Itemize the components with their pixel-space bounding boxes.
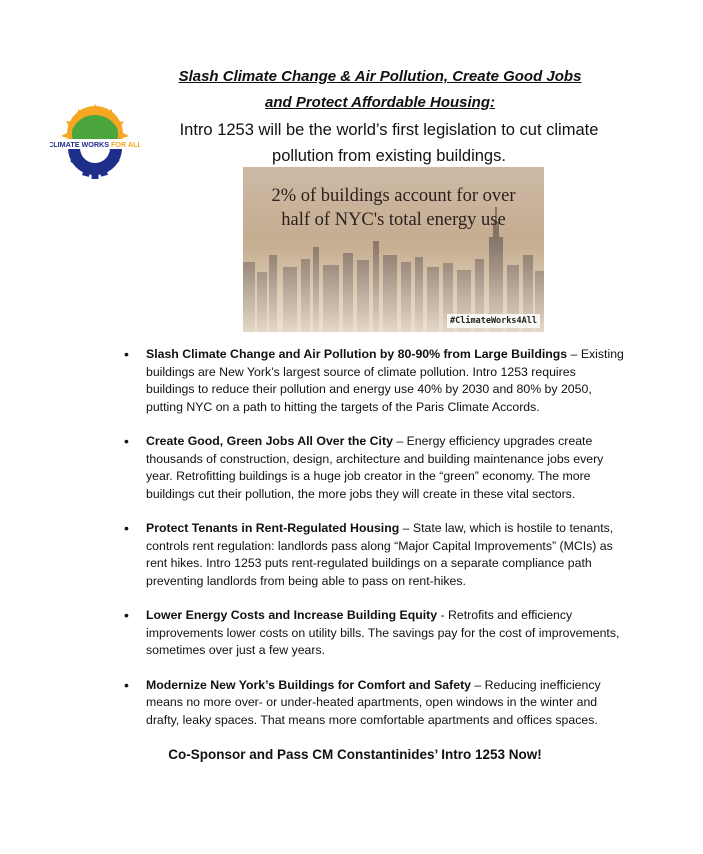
hero-caption xyxy=(243,184,544,232)
bullet-text: - Retrofits and efficiency improvements lower costs on utility bills. The savings pay for the cost of improvements, sometimes over just a few years. xyxy=(146,608,620,657)
bullet-heading: Modernize New York’s Buildings for Comfort and Safety xyxy=(146,677,471,692)
list-item xyxy=(120,433,625,503)
call-to-action: Co-Sponsor and Pass CM Constantinides’ Intro 1253 Now! xyxy=(168,747,542,762)
bullet-icon: • xyxy=(124,520,129,536)
climate-works-for-all-logo xyxy=(50,104,140,186)
bullet-heading: Lower Energy Costs and Increase Building Equity xyxy=(146,608,438,622)
logo-text-accent: FOR ALL xyxy=(111,140,140,149)
title-line-2: and Protect Affordable Housing: xyxy=(264,94,495,111)
svg-text:CLIMATE WORKS FOR ALL xyxy=(50,140,140,149)
title-line-1: Slash Climate Change & Air Pollution, Create Good Jobs xyxy=(178,68,582,85)
hero-image-nyc-skyline xyxy=(243,167,544,332)
bullet-text: – Existing buildings are New York’s largest source of climate pollution. Intro 1253 requires buildings to reduce their pollution and energy use 40% by 2030 and 80% by 2050, putting NYC on a path to hitting the targets of the Paris Climate Accords. xyxy=(146,347,624,414)
list-item xyxy=(120,677,625,730)
bullet-text: – Reducing inefficiency means no more over- or under-heated apartments, open windows in the winter and drafty, leaky spaces. That means more comfortable apartments and offices spaces. xyxy=(146,677,601,727)
bullet-heading: Create Good, Green Jobs All Over the City xyxy=(146,434,393,448)
subtitle-line-2: pollution from existing buildings. xyxy=(272,147,506,165)
bullet-icon: • xyxy=(124,607,129,623)
subtitle xyxy=(150,117,628,169)
hashtag-badge: #ClimateWorks4All xyxy=(447,314,540,328)
bullet-heading: Slash Climate Change and Air Pollution by 80-90% from Large Buildings xyxy=(146,347,568,361)
hero-caption-line-2: half of NYC's total energy use xyxy=(281,210,506,230)
list-item xyxy=(120,607,625,660)
bullet-icon: • xyxy=(124,676,129,693)
logo-text-main: CLIMATE WORKS xyxy=(50,140,112,149)
subtitle-line-1: Intro 1253 will be the world’s first legislation to cut climate xyxy=(179,121,599,139)
bullet-text: – Energy efficiency upgrades create thousands of construction, design, architecture and building maintenance jobs every year. Retrofitting buildings is a huge job creator in the “green” economy. The more buildings cut their pollution, the more jobs they will create in these vital sectors. xyxy=(146,434,604,501)
bullet-list xyxy=(120,346,625,746)
bullet-text: – State law, which is hostile to tenants, controls rent regulation: landlords pass along “Major Capital Improvements” (MCIs) as rent hikes. Intro 1253 puts rent-regulated buildings on a separate compliance path preventing landlords from being able to pass on rent-hikes. xyxy=(146,521,614,588)
list-item xyxy=(120,346,625,416)
hero-caption-line-1: 2% of buildings account for over xyxy=(271,186,516,206)
list-item xyxy=(120,520,625,590)
bullet-heading: Protect Tenants in Rent-Regulated Housing xyxy=(146,521,400,535)
bullet-icon: • xyxy=(124,346,129,362)
bullet-icon: • xyxy=(124,433,129,449)
